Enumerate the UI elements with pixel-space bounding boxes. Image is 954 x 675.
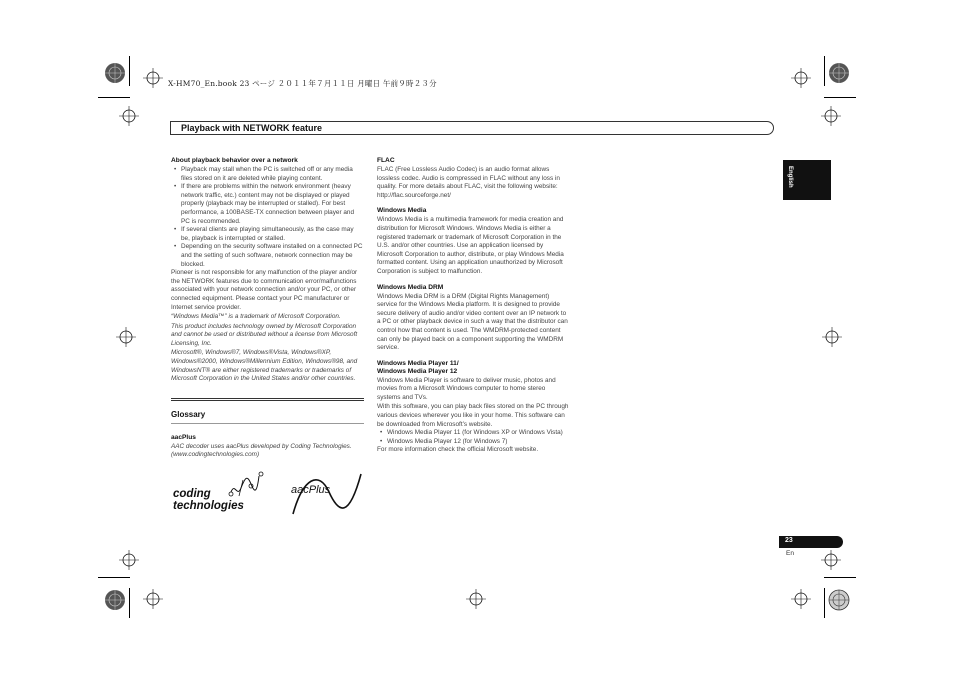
disclaimer-text: Pioneer is not responsible for any malfunction of the player and/or the NETWORK features due to communication error/malfunctions associated with your network connection and/or your PC, or other connected equipment. Please contact your PC manufacturer or Internet service provider.: [171, 269, 358, 311]
crop-mark: [129, 56, 130, 86]
list-item-text: Depending on the security software installed on a connected PC and the setting of such software, network connection may be blocked.: [181, 243, 363, 268]
logos: [171, 468, 364, 528]
list-item: • Depending on the security software installed on a connected PC and the setting of such software, network connection may be blocked.: [174, 243, 363, 268]
windows-media-drm-text: Windows Media DRM is a DRM (Digital Rights Management) service for the Windows Media platform. It is designed to provide secure delivery of audio and/or video content over an IP network to a PC or other playback device in such a way that the distributor can control how that content is used. The WMDRM-protected content can only be played back on a component supporting the WMDRM service.: [377, 292, 568, 352]
crosshair-mark-icon: [119, 106, 139, 126]
list-item-text: Playback may stall when the PC is switched off or any media files stored on it are deleted while playing content.: [181, 166, 353, 182]
logo-text: coding: [173, 488, 211, 501]
flac-text: FLAC (Free Lossless Audio Codec) is an audio format allows lossless codec. Audio is compressed in FLAC without any loss in quality. For more details about FLAC, visit the following website: http://flac.sourceforge.net/: [377, 166, 560, 199]
crop-mark: [98, 97, 130, 98]
flac-heading: FLAC: [377, 157, 395, 164]
trademark-text: Microsoft®, Windows®7, Windows®Vista, Windows®XP, Windows®2000, Windows®Millennium Edition, Windows®98, and WindowsNT® are either registered trademarks or trademarks of Microsoft Corporation in the United States and/or other countries.: [171, 349, 358, 383]
wmp-heading-line: Windows Media Player 12: [377, 367, 458, 375]
crosshair-mark-icon: [116, 327, 136, 347]
language-tab-label: English: [787, 166, 793, 188]
crop-mark: [129, 588, 130, 618]
page-number: 23: [785, 537, 793, 544]
crosshair-mark-icon: [791, 68, 811, 88]
right-column: [377, 157, 570, 455]
crop-mark: [98, 577, 130, 578]
wmp-text: For more information check the official Microsoft website.: [377, 446, 539, 454]
left-column: [171, 157, 364, 528]
trademark-text: “Windows Media™” is a trademark of Microsoft Corporation.: [171, 313, 341, 321]
print-header: X-HM70_En.book 23 ページ ２０１１年７月１１日 月曜日 午前９時２３分: [168, 79, 437, 88]
glossary-heading: [171, 398, 364, 424]
registration-target-icon: [828, 62, 850, 84]
list-item: • If there are problems within the network environment (heavy network traffic, etc.) content may not be displayed or played properly (playback may be interrupted or stalled). For best performance, a 100BASE-TX connection between player and PC is recommended.: [174, 183, 355, 225]
page-lang-code: En: [786, 550, 794, 557]
glossary-title: Glossary: [171, 409, 206, 419]
section-title: Playback with NETWORK feature: [181, 123, 323, 133]
crop-mark: [824, 588, 825, 618]
crosshair-mark-icon: [821, 106, 841, 126]
windows-media-heading: Windows Media: [377, 207, 427, 215]
windows-media-drm-heading: Windows Media DRM: [377, 283, 444, 291]
list-item-text: Windows Media Player 11 (for Windows XP or Windows Vista): [387, 429, 563, 437]
wmp-text: Windows Media Player is software to deliver music, photos and movies from a Microsoft Windows computer to home stereo systems and TVs.: [377, 376, 556, 401]
crosshair-mark-icon: [822, 327, 842, 347]
list-item-text: If there are problems within the network environment (heavy network traffic, etc.) content may not be displayed or played properly (playback may be interrupted or stalled). For best performance, a 100BASE-TX connection between player and PC is recommended.: [181, 183, 355, 225]
about-bullets: [171, 166, 364, 269]
crosshair-mark-icon: [119, 550, 139, 570]
crosshair-mark-icon: [143, 68, 163, 88]
list-item: • Windows Media Player 11 (for Windows XP or Windows Vista): [380, 429, 563, 437]
registration-target-icon: [828, 589, 850, 611]
crop-mark: [824, 97, 856, 98]
page-number-badge: [779, 536, 843, 548]
about-heading: About playback behavior over a network: [171, 157, 298, 164]
windows-media-text: Windows Media is a multimedia framework for media creation and distribution for Microsoft Windows. Windows Media is either a registered trademark or trademark of Microsoft Corporation in the U.S. and/or other countries. Use an application licensed by Microsoft Corporation to author, distribute, or play Windows Media formatted content. Using an application unauthorized by Microsoft Corporation is subject to malfunction.: [377, 216, 564, 275]
coding-technologies-emblem-icon: [227, 468, 267, 502]
list-item: • If several clients are playing simultaneously, as the case may be, playback is interrupted or stalled.: [174, 226, 354, 242]
wmp-heading-line: Windows Media Player 11/: [377, 359, 459, 367]
language-tab: [783, 160, 831, 200]
list-item: • Windows Media Player 12 (for Windows 7): [380, 437, 508, 445]
list-item-text: Windows Media Player 12 (for Windows 7): [387, 437, 508, 445]
wmp-bullets: [377, 429, 570, 446]
registration-target-icon: [104, 589, 126, 611]
crosshair-mark-icon: [791, 589, 811, 609]
logo-text: technologies: [173, 500, 244, 513]
crosshair-mark-icon: [143, 589, 163, 609]
wmp-heading: [377, 360, 570, 376]
crosshair-mark-icon: [821, 550, 841, 570]
wmp-text: With this software, you can play back files stored on the PC through various devices wherever you like in your home. This software can be downloaded from Microsoft’s website.: [377, 403, 569, 428]
aacplus-heading: aacPlus: [171, 433, 196, 441]
crosshair-mark-icon: [466, 589, 486, 609]
registration-target-icon: [104, 62, 126, 84]
aacplus-logo-text: aacPlus: [291, 484, 331, 497]
list-item: • Playback may stall when the PC is switched off or any media files stored on it are deleted while playing content.: [174, 166, 353, 182]
section-header-bar: [170, 121, 774, 135]
crop-mark: [824, 577, 856, 578]
crop-mark: [824, 56, 825, 86]
trademark-text: This product includes technology owned by Microsoft Corporation and cannot be used or distributed without a license from Microsoft Licensing, Inc.: [171, 322, 358, 347]
aacplus-text: AAC decoder uses aacPlus developed by Coding Technologies. (www.codingtechnologies.com): [171, 442, 352, 459]
list-item-text: If several clients are playing simultaneously, as the case may be, playback is interrupted or stalled.: [181, 226, 354, 242]
